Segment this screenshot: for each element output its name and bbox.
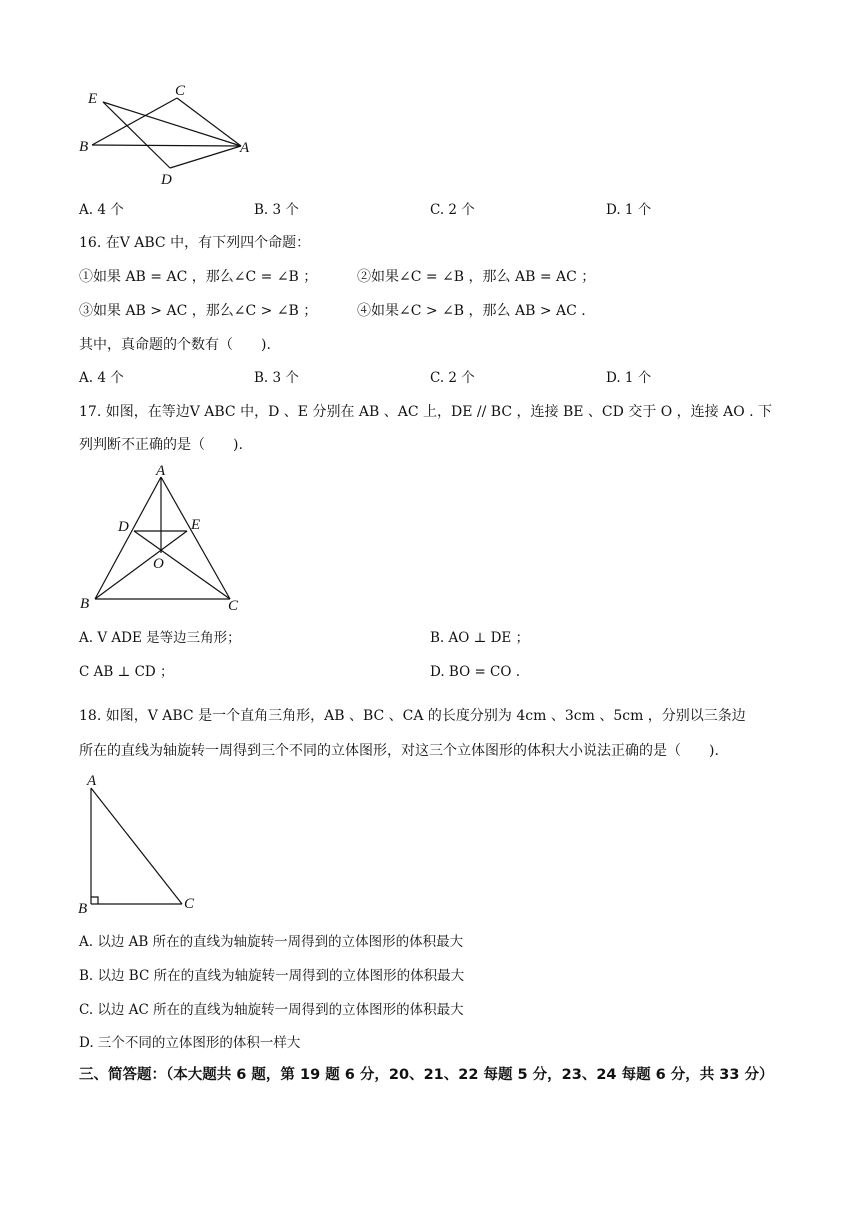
q16-option-a[interactable]: A. 4 个 [79, 370, 124, 386]
label-B: B [79, 139, 89, 155]
label-A: A [87, 773, 97, 789]
q16-option-c[interactable]: C. 2 个 [430, 370, 475, 386]
q17-stem-line-1: 17. 如图，在等边V ABC 中，D 、E 分别在 AB 、AC 上，DE // BC ，连接 BE 、CD 交于 O ，连接 AO . 下 [79, 404, 773, 420]
q16-option-d[interactable]: D. 1 个 [606, 370, 652, 386]
q17-option-a[interactable]: A. V ADE 是等边三角形； [79, 630, 241, 646]
q16-stem: 16. 在V ABC 中，有下列四个命题： [79, 235, 311, 251]
label-B: B [78, 901, 88, 917]
q17-stem-line-2: 列判断不正确的是（ ). [79, 437, 243, 453]
label-D: D [161, 172, 172, 188]
label-C: C [228, 598, 239, 614]
q17-option-d[interactable]: D. BO = CO . [430, 664, 521, 680]
label-E: E [191, 517, 201, 533]
label-C: C [175, 83, 186, 99]
section-3-heading: 三、简答题：（本大题共 6 题，第 19 题 6 分，20、21、22 每题 5 分，23、24 每题 6 分，共 33 分） [79, 1067, 774, 1083]
q18-option-c[interactable]: C. 以边 AC 所在的直线为轴旋转一周得到的立体图形的体积最大 [79, 1002, 464, 1018]
q15-option-a[interactable]: A. 4 个 [79, 202, 124, 218]
label-D: D [118, 519, 129, 535]
q16-proposition-4: ④如果∠C > ∠B ，那么 AB > AC . [357, 303, 586, 319]
q17-option-c[interactable]: C AB ⊥ CD ； [79, 664, 174, 680]
q15-option-c[interactable]: C. 2 个 [430, 202, 475, 218]
label-A: A [240, 140, 250, 156]
label-B: B [80, 596, 90, 612]
q17-option-b[interactable]: B. AO ⊥ DE ； [430, 630, 530, 646]
q16-proposition-2: ②如果∠C = ∠B ，那么 AB = AC ； [357, 269, 596, 285]
q15-option-d[interactable]: D. 1 个 [606, 202, 652, 218]
label-E: E [88, 91, 98, 107]
q16-question: 其中，真命题的个数有（ ). [79, 337, 271, 353]
q17-figure [74, 462, 264, 614]
q15-figure [74, 80, 264, 190]
q15-option-b[interactable]: B. 3 个 [254, 202, 299, 218]
q18-option-d[interactable]: D. 三个不同的立体图形的体积一样大 [79, 1035, 301, 1051]
q16-option-b[interactable]: B. 3 个 [254, 370, 299, 386]
q18-option-b[interactable]: B. 以边 BC 所在的直线为轴旋转一周得到的立体图形的体积最大 [79, 968, 465, 984]
q16-proposition-1: ①如果 AB = AC ，那么∠C = ∠B ； [79, 269, 318, 285]
q18-stem-line-2: 所在的直线为轴旋转一周得到三个不同的立体图形，对这三个立体图形的体积大小说法正确的是（ ). [79, 743, 719, 759]
q18-option-a[interactable]: A. 以边 AB 所在的直线为轴旋转一周得到的立体图形的体积最大 [79, 934, 464, 950]
label-A: A [156, 463, 166, 479]
label-O: O [153, 556, 164, 572]
q18-stem-line-1: 18. 如图，V ABC 是一个直角三角形，AB 、BC 、CA 的长度分别为 4cm 、3cm 、5cm ，分别以三条边 [79, 708, 746, 724]
q18-figure [74, 770, 214, 918]
q16-proposition-3: ③如果 AB > AC ，那么∠C > ∠B ； [79, 303, 318, 319]
label-C: C [184, 896, 195, 912]
